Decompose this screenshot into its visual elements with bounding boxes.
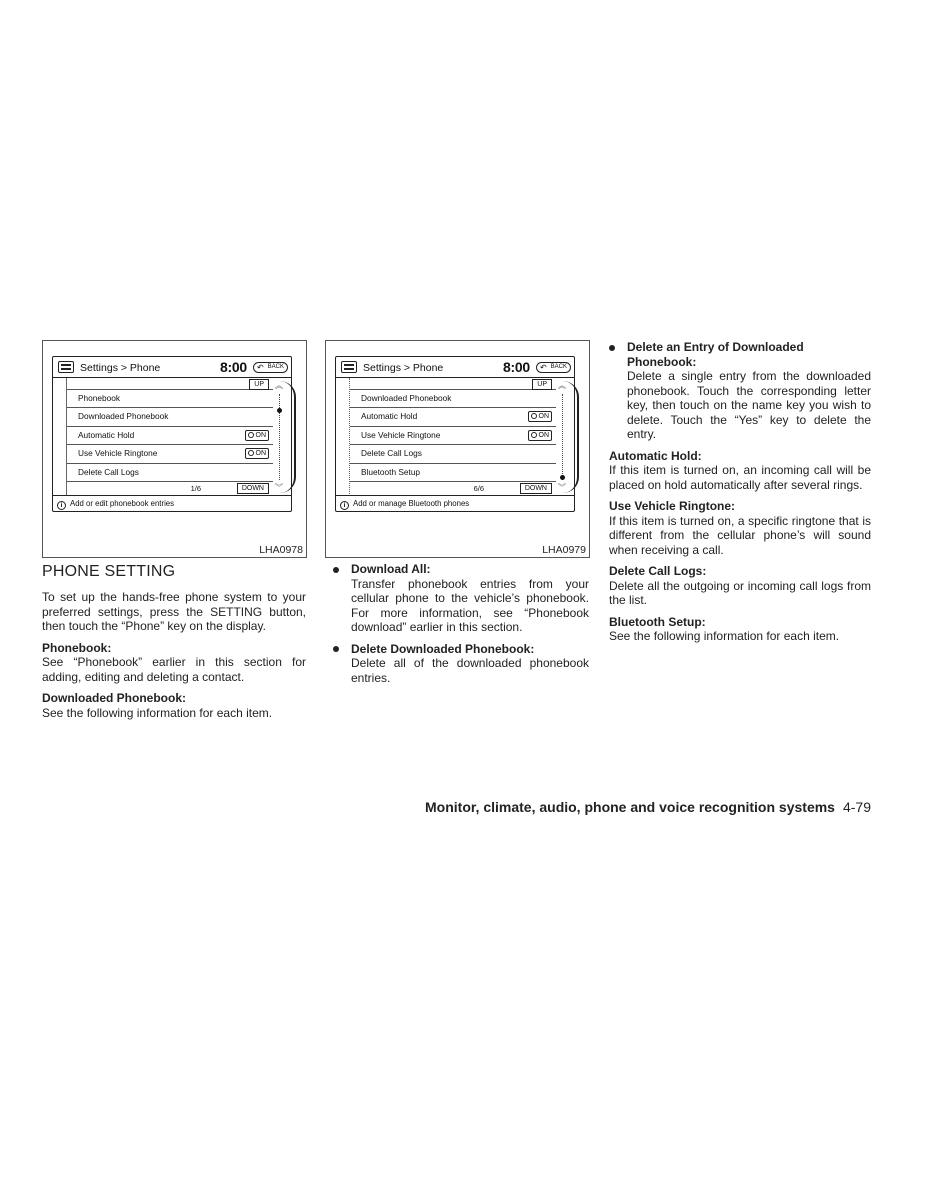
left-rail bbox=[58, 378, 67, 496]
clock: 8:00 bbox=[220, 359, 247, 375]
figure-phone-settings-page-1 bbox=[42, 340, 307, 558]
indicator-light-icon bbox=[531, 413, 537, 419]
screen-footer bbox=[336, 495, 574, 511]
toggle-label: ON bbox=[255, 431, 266, 439]
bullet-text: Transfer phonebook entries from your cellular phone to the vehicle’s phonebook. For more information, see “Phonebook download” earlier in this section. bbox=[351, 576, 589, 634]
setting-description bbox=[609, 449, 871, 493]
text-column-1 bbox=[42, 562, 306, 727]
display-screen bbox=[335, 356, 575, 512]
page-number: 4-79 bbox=[842, 799, 871, 815]
list-top-bar bbox=[350, 378, 556, 390]
info-icon: i bbox=[57, 501, 66, 510]
list-item[interactable] bbox=[350, 445, 556, 463]
up-button[interactable]: UP bbox=[249, 379, 269, 390]
list-item-label: Automatic Hold bbox=[78, 429, 135, 440]
bezel-arc bbox=[563, 381, 579, 493]
bullet-heading: Delete an Entry of Downloaded Phonebook: bbox=[627, 340, 804, 369]
footer-hint: Add or manage Bluetooth phones bbox=[353, 499, 470, 508]
back-button-label: BACK bbox=[550, 364, 567, 370]
toggle-label: ON bbox=[255, 450, 266, 458]
setting-heading: Downloaded Phonebook: bbox=[42, 691, 186, 705]
text-column-2 bbox=[333, 562, 589, 692]
bezel-arc bbox=[280, 381, 296, 493]
toggle-label: ON bbox=[538, 431, 549, 439]
toggle-on-indicator[interactable] bbox=[245, 430, 270, 441]
page-indicator: 6/6 bbox=[473, 483, 484, 493]
screen-title: Settings > Phone bbox=[363, 362, 444, 374]
screen-header bbox=[336, 357, 574, 378]
clock: 8:00 bbox=[503, 359, 530, 375]
screen-footer bbox=[53, 495, 291, 511]
list-item-label: Downloaded Phonebook bbox=[361, 393, 452, 403]
setting-heading: Phonebook: bbox=[42, 640, 112, 655]
chevron-down-icon: ︾ bbox=[275, 483, 283, 492]
bullet-icon bbox=[333, 646, 339, 652]
setting-text: Delete all the outgoing or incoming call logs from the list. bbox=[609, 578, 871, 607]
setting-description bbox=[609, 499, 871, 557]
list-item-label: Downloaded Phonebook bbox=[78, 411, 169, 422]
list-item-label: Automatic Hold bbox=[361, 411, 418, 422]
bullet-item bbox=[333, 642, 589, 686]
indicator-light-icon bbox=[248, 450, 254, 456]
bullet-item bbox=[333, 562, 589, 635]
toggle-on-indicator[interactable] bbox=[245, 448, 270, 459]
chevron-up-icon: ︽ bbox=[558, 381, 566, 390]
setting-text: See “Phonebook” earlier in this section for adding, editing and deleting a contact. bbox=[42, 655, 306, 684]
list-item-label: Use Vehicle Ringtone bbox=[361, 429, 441, 440]
bullet-heading: Delete Downloaded Phonebook: bbox=[351, 641, 535, 656]
footer-hint: Add or edit phonebook entries bbox=[70, 499, 175, 508]
setting-description bbox=[609, 564, 871, 608]
page-footer bbox=[425, 799, 871, 815]
list-bottom-bar bbox=[67, 482, 273, 496]
chevron-down-icon: ︾ bbox=[558, 483, 566, 492]
screen-title: Settings > Phone bbox=[80, 362, 161, 374]
list-item-label: Phonebook bbox=[78, 393, 120, 403]
list-item-label: Bluetooth Setup bbox=[361, 466, 421, 477]
bullet-icon bbox=[333, 567, 339, 573]
info-icon: i bbox=[340, 501, 349, 510]
toggle-on-indicator[interactable] bbox=[528, 411, 553, 422]
figure-label: LHA0979 bbox=[542, 544, 586, 556]
settings-list bbox=[67, 378, 273, 496]
back-button-label: BACK bbox=[267, 364, 284, 370]
setting-heading: Automatic Hold: bbox=[609, 448, 702, 463]
list-item[interactable] bbox=[350, 390, 556, 408]
setting-text: See the following information for each item. bbox=[609, 629, 840, 643]
list-bottom-bar bbox=[350, 482, 556, 496]
section-title: PHONE SETTING bbox=[42, 563, 176, 580]
setting-text: If this item is turned on, a specific ringtone that is different from the cellular phone’s will sound when receiving a call. bbox=[609, 513, 871, 557]
setting-text: If this item is turned on, an incoming call will be placed on hold automatically after several rings. bbox=[609, 463, 871, 492]
up-button[interactable]: UP bbox=[532, 379, 552, 390]
setting-description bbox=[609, 615, 871, 644]
toggle-on-indicator[interactable] bbox=[528, 430, 553, 441]
list-item-label: Delete Call Logs bbox=[361, 448, 422, 459]
list-item[interactable] bbox=[67, 390, 273, 408]
list-item-label: Use Vehicle Ringtone bbox=[78, 448, 158, 459]
list-item[interactable] bbox=[67, 408, 273, 426]
indicator-light-icon bbox=[248, 432, 254, 438]
bullet-item bbox=[609, 340, 871, 442]
list-item[interactable] bbox=[67, 445, 273, 463]
intro-paragraph: To set up the hands-free phone system to your preferred settings, press the SETTING button, then touch the “Phone” key on the display. bbox=[42, 590, 306, 633]
chapter-title: Monitor, climate, audio, phone and voice recognition systems bbox=[425, 799, 835, 815]
setting-description bbox=[42, 641, 306, 685]
list-top-bar bbox=[67, 378, 273, 390]
list-item[interactable] bbox=[350, 464, 556, 482]
setting-text: See the following information for each item. bbox=[42, 705, 273, 720]
indicator-light-icon bbox=[531, 432, 537, 438]
bullet-text: Delete a single entry from the downloaded phonebook. Touch the corresponding letter key, then touch on the name key you wish to delete. Touch the “Yes” key to delete the entry. bbox=[627, 369, 871, 441]
list-item[interactable] bbox=[67, 427, 273, 445]
back-arrow-icon: ↶ bbox=[257, 363, 264, 372]
back-arrow-icon: ↶ bbox=[540, 363, 547, 372]
back-button[interactable] bbox=[536, 362, 571, 373]
left-rail bbox=[341, 378, 350, 496]
down-button[interactable]: DOWN bbox=[520, 483, 552, 494]
settings-list bbox=[350, 378, 556, 496]
setting-heading: Bluetooth Setup: bbox=[609, 614, 706, 629]
bullet-heading: Download All: bbox=[351, 562, 431, 576]
setting-heading: Use Vehicle Ringtone: bbox=[609, 499, 736, 513]
back-button[interactable] bbox=[253, 362, 288, 373]
screen-header bbox=[53, 357, 291, 378]
figure-label: LHA0978 bbox=[259, 544, 303, 556]
list-item[interactable] bbox=[67, 464, 273, 482]
list-item-label: Delete Call Logs bbox=[78, 466, 139, 477]
figure-phone-settings-page-6 bbox=[325, 340, 590, 558]
display-screen bbox=[52, 356, 292, 512]
list-item[interactable] bbox=[350, 408, 556, 426]
menu-icon[interactable] bbox=[341, 361, 357, 373]
bullet-icon bbox=[609, 345, 615, 351]
list-item[interactable] bbox=[350, 427, 556, 445]
page-indicator: 1/6 bbox=[190, 483, 201, 493]
down-button[interactable]: DOWN bbox=[237, 483, 269, 494]
text-column-3 bbox=[609, 340, 871, 651]
toggle-label: ON bbox=[538, 413, 549, 421]
chevron-up-icon: ︽ bbox=[275, 381, 283, 390]
bullet-text: Delete all of the downloaded phonebook entries. bbox=[351, 656, 589, 685]
setting-description bbox=[42, 691, 306, 720]
menu-icon[interactable] bbox=[58, 361, 74, 373]
setting-heading: Delete Call Logs: bbox=[609, 564, 707, 578]
